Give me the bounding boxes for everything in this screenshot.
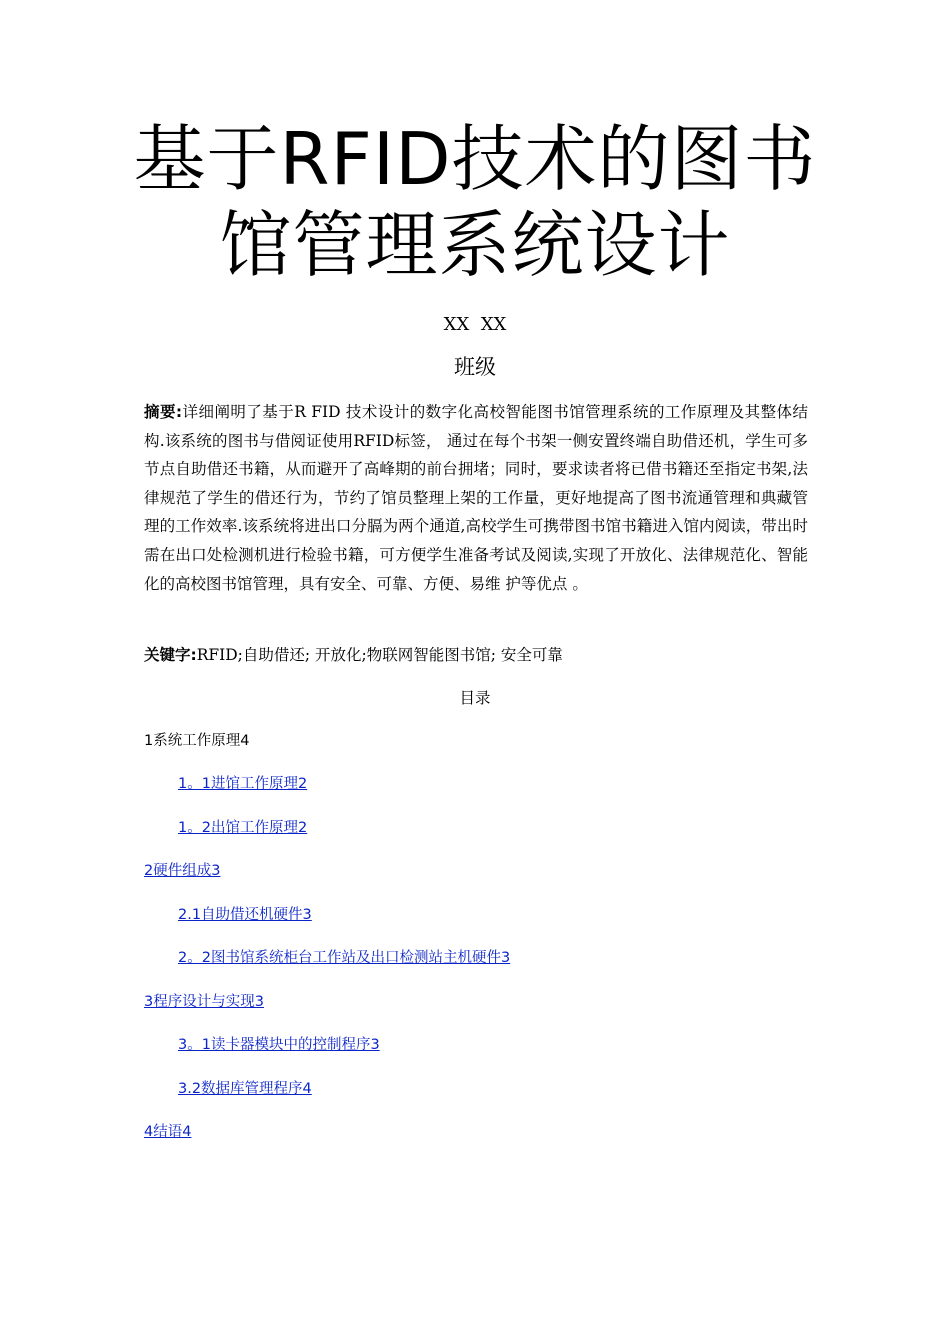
toc-link-3[interactable]: 3程序设计与实现3 — [144, 994, 264, 1010]
toc-link-2-2[interactable]: 2。2图书馆系统柜台工作站及出口检测站主机硬件3 — [178, 950, 511, 966]
toc-link-2[interactable]: 2硬件组成3 — [144, 863, 221, 879]
toc-link-2-1[interactable]: 2.1自助借还机硬件3 — [178, 907, 312, 923]
authors: XX XX — [443, 314, 507, 335]
abstract-paragraph — [144, 398, 808, 598]
title-line-1: 基于RFID技术的图书 — [133, 117, 817, 201]
toc-link-1-2[interactable]: 1。2出馆工作原理2 — [178, 820, 308, 836]
keywords-text: RFID;自助借还; 开放化;物联网智能图书馆; 安全可靠 — [196, 646, 563, 664]
class-label: 班级 — [454, 355, 496, 379]
abstract-text: 详细阐明了基于R FID 技术设计的数字化高校智能图书馆管理系统的工作原理及其整体结构.该系统的图书与借阅证使用RFID标签， 通过在每个书架一侧安置终端自助借还机，学生可多节点自助借还书籍，从而避开了高峰期的前台拥堵；同时，要求读者将已借书籍还至指定书架,法律规范了学生的借还行为，节约了馆员整理上架的工作量，更好地提高了图书流通管理和典藏管理的工作效率.该系统将进出口分膈为两个通道,高校学生可携带图书馆书籍进入馆内阅读，带出时需在出口处检测机进行检验书籍，可方便学生准备考试及阅读,实现了开放化、法律规范化、智能化的高校图书馆管理，具有安全、可靠、方便、易维 护等优点 。 — [144, 403, 808, 593]
keywords-line — [144, 641, 808, 669]
toc-link-3-2[interactable]: 3.2数据库管理程序4 — [178, 1081, 312, 1097]
keywords-label: 关键字: — [144, 646, 197, 664]
toc-item-1: 1系统工作原理4 — [144, 733, 250, 749]
toc-link-1-1[interactable]: 1。1进馆工作原理2 — [178, 776, 308, 792]
document-title — [0, 116, 950, 288]
toc-heading: 目录 — [459, 689, 491, 707]
abstract-label: 摘要: — [144, 403, 183, 421]
toc-link-3-1[interactable]: 3。1读卡器模块中的控制程序3 — [178, 1037, 380, 1053]
toc-link-4[interactable]: 4结语4 — [144, 1124, 192, 1140]
title-line-2: 馆管理系统设计 — [219, 203, 731, 287]
